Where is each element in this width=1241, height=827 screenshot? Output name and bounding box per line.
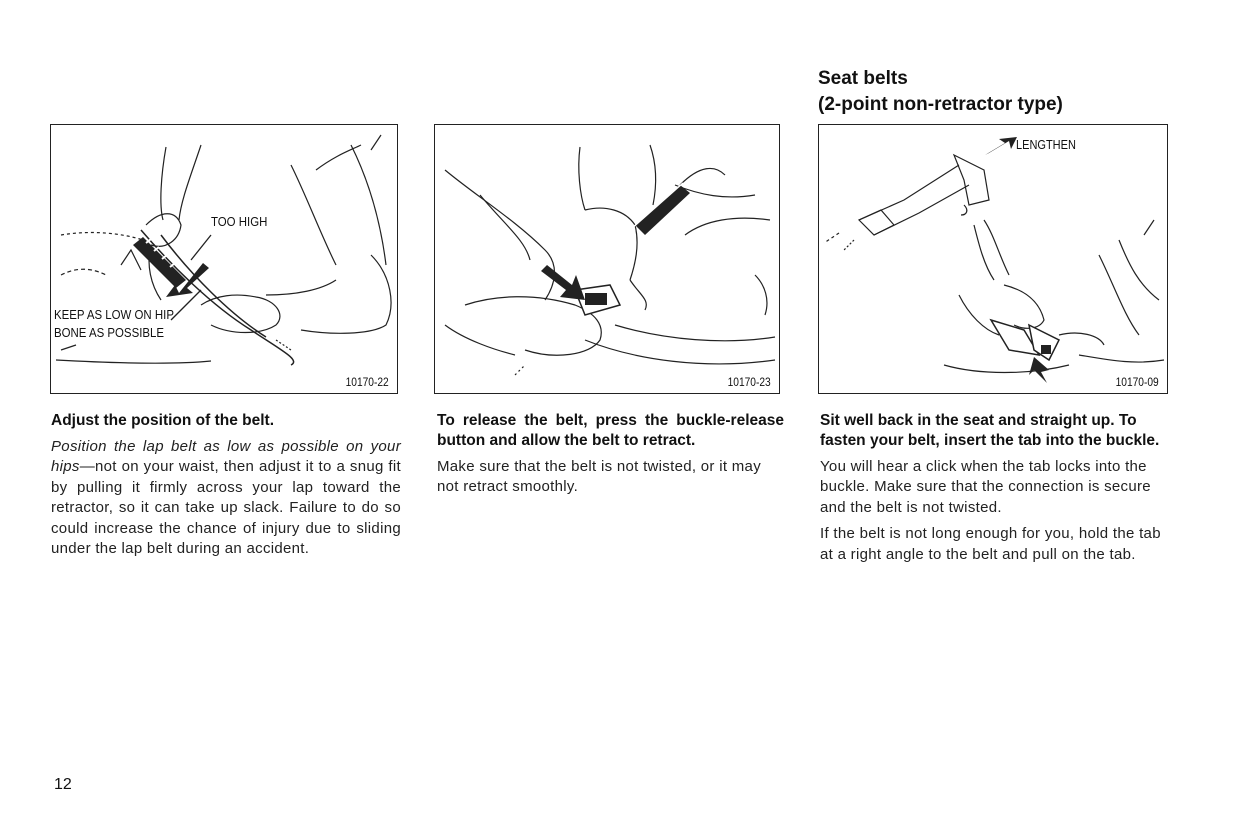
figure-code: 10170-09 <box>1115 375 1159 389</box>
column-fasten-belt <box>820 411 1170 571</box>
paragraph-fasten-click: You will hear a click when the tab locks into the buckle. Make sure that the connection is secure and the belt is not twisted. <box>820 458 1151 516</box>
figure-code: 10170-22 <box>345 375 389 389</box>
label-keep-low-line-1: KEEP AS LOW ON HIP <box>54 307 174 322</box>
figure-lap-belt-position <box>50 124 398 394</box>
section-title-line-1: Seat belts <box>818 68 908 89</box>
paragraph-adjust-belt <box>51 437 401 559</box>
section-title-line-2: (2-point non-retractor type) <box>818 94 1063 115</box>
fasten-buckle-illustration <box>819 125 1168 394</box>
paragraph-release-belt: Make sure that the belt is not twisted, or it may not retract smoothly. <box>437 458 762 496</box>
label-too-high: TOO HIGH <box>211 214 268 229</box>
figure-fasten-buckle <box>818 124 1168 394</box>
figure-release-buckle <box>434 124 780 394</box>
lead-italic-text: Position the lap belt as low as possible on your hips <box>51 438 401 476</box>
lap-belt-illustration <box>51 125 398 394</box>
column-adjust-belt <box>51 411 401 565</box>
page-number: 12 <box>54 776 72 793</box>
label-keep-low-line-2: BONE AS POSSIBLE <box>54 325 164 340</box>
paragraph-fasten-length: If the belt is not long enough for you, hold the tab at a right angle to the belt and pull on the tab. <box>820 525 1161 563</box>
heading-adjust-belt: Adjust the position of the belt. <box>51 412 275 429</box>
figure-code: 10170-23 <box>727 375 771 389</box>
heading-release-belt: To release the belt, press the buckle-release button and allow the belt to retract. <box>437 412 784 449</box>
column-release-belt <box>437 411 784 504</box>
release-buckle-illustration <box>435 125 780 394</box>
heading-fasten-belt: Sit well back in the seat and straight up. To fasten your belt, insert the tab into the buckle. <box>820 412 1160 449</box>
section-title <box>818 66 1063 118</box>
lead-rest-text: —not on your waist, then adjust it to a snug fit by pulling it firmly across your lap toward the retractor, so it can take up slack. Failure to do so could increase the chance of injury due to sliding under the lap belt during an accident. <box>51 458 401 558</box>
label-lengthen: LENGTHEN <box>1016 138 1076 152</box>
